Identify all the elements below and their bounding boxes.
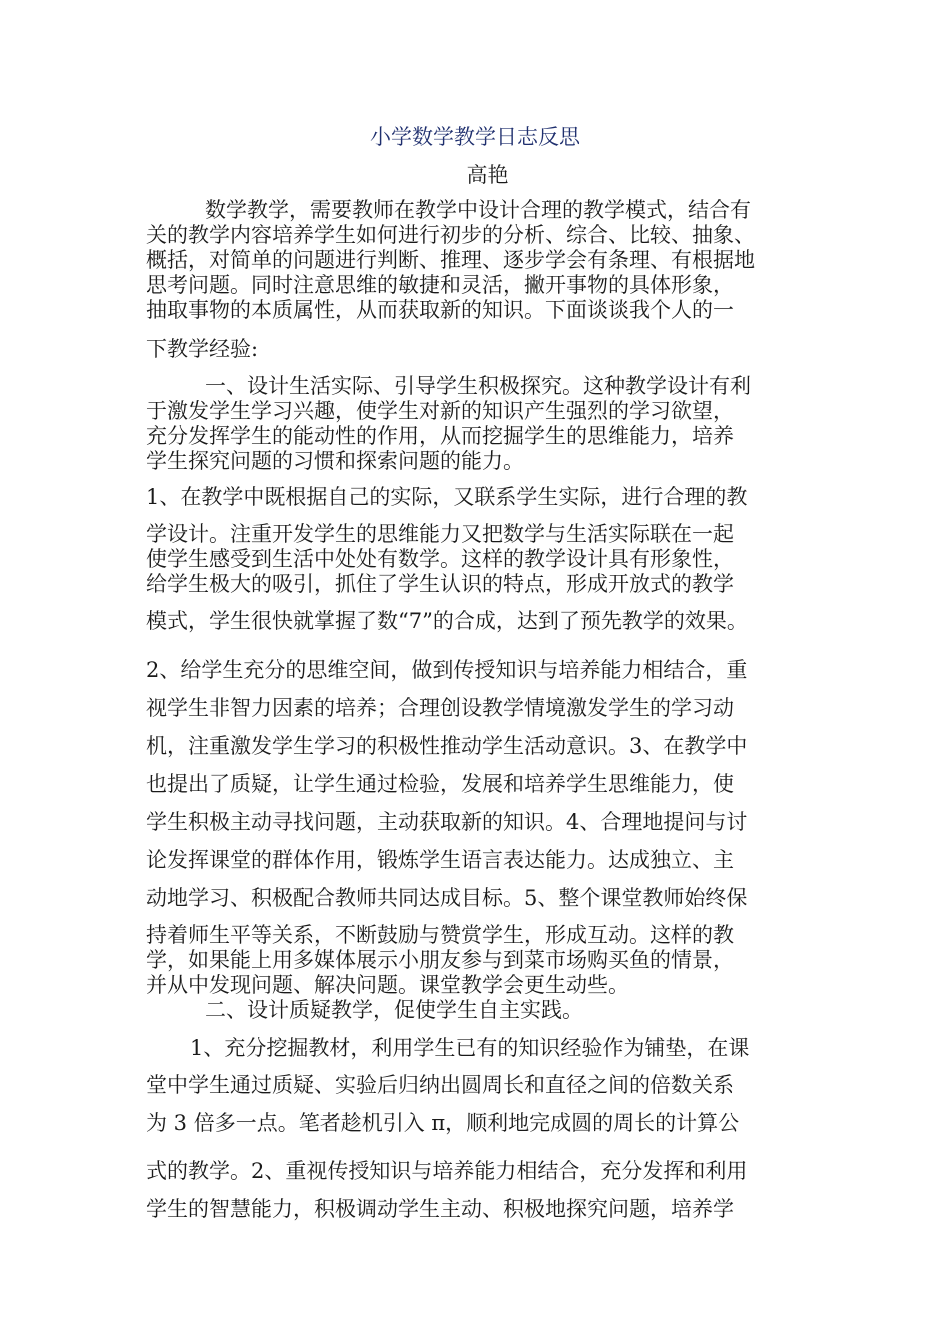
paragraph-line: 学生的智慧能力，积极调动学生主动、积极地探究问题，培养学 <box>146 1197 734 1221</box>
paragraph-line: 抽取事物的本质属性，从而获取新的知识。下面谈谈我个人的一 <box>146 298 734 322</box>
paragraph-line: 论发挥课堂的群体作用，锻炼学生语言表达能力。达成独立、主 <box>146 848 734 872</box>
paragraph-line: 关的教学内容培养学生如何进行初步的分析、综合、比较、抽象、 <box>146 223 755 247</box>
paragraph-line: 为 3 倍多一点。笔者趁机引入 π，顺利地完成圆的周长的计算公 <box>146 1111 740 1135</box>
paragraph-line: 思考问题。同时注意思维的敏捷和灵活，撇开事物的具体形象， <box>146 273 734 297</box>
paragraph-line: 1、充分挖掘教材，利用学生已有的知识经验作为铺垫，在课 <box>190 1036 750 1060</box>
paragraph-line: 使学生感受到生活中处处有数学。这样的教学设计具有形象性， <box>146 547 734 571</box>
paragraph-line: 1、在教学中既根据自己的实际，又联系学生实际，进行合理的教 <box>146 485 748 509</box>
paragraph-line: 二、设计质疑教学，促使学生自主实践。 <box>205 998 583 1022</box>
paragraph-line: 机，注重激发学生学习的积极性推动学生活动意识。3、在教学中 <box>146 734 748 758</box>
paragraph-line: 也提出了质疑，让学生通过检验，发展和培养学生思维能力，使 <box>146 772 734 796</box>
paragraph-line: 学生探究问题的习惯和探索问题的能力。 <box>146 449 524 473</box>
paragraph-line: 持着师生平等关系，不断鼓励与赞赏学生，形成互动。这样的教 <box>146 923 734 947</box>
paragraph-line: 概括，对简单的问题进行判断、推理、逐步学会有条理、有根据地 <box>146 248 755 272</box>
paragraph-line: 模式，学生很快就掌握了数“7”的合成，达到了预先教学的效果。 <box>146 609 748 633</box>
paragraph-line: 式的教学。2、重视传授知识与培养能力相结合，充分发挥和利用 <box>146 1159 748 1183</box>
document-author: 高艳 <box>466 163 509 187</box>
paragraph-line: 学设计。注重开发学生的思维能力又把数学与生活实际联在一起 <box>146 522 734 546</box>
paragraph-line: 学生积极主动寻找问题，主动获取新的知识。4、合理地提问与讨 <box>146 810 748 834</box>
paragraph-line: 2、给学生充分的思维空间，做到传授知识与培养能力相结合，重 <box>146 658 748 682</box>
paragraph-line: 下教学经验: <box>146 337 259 361</box>
paragraph-line: 给学生极大的吸引，抓住了学生认识的特点，形成开放式的教学 <box>146 572 734 596</box>
paragraph-line: 一、设计生活实际、引导学生积极探究。这种教学设计有利 <box>205 374 751 398</box>
paragraph-line: 数学教学，需要教师在教学中设计合理的教学模式，结合有 <box>205 198 751 222</box>
document-title: 小学数学教学日志反思 <box>370 125 580 149</box>
paragraph-line: 动地学习、积极配合教师共同达成目标。5、整个课堂教师始终保 <box>146 886 748 910</box>
paragraph-line: 于激发学生学习兴趣，使学生对新的知识产生强烈的学习欲望， <box>146 399 734 423</box>
paragraph-line: 学，如果能上用多媒体展示小朋友参与到菜市场购买鱼的情景， <box>146 948 734 972</box>
paragraph-line: 堂中学生通过质疑、实验后归纳出圆周长和直径之间的倍数关系 <box>146 1073 734 1097</box>
paragraph-line: 充分发挥学生的能动性的作用，从而挖掘学生的思维能力，培养 <box>146 424 734 448</box>
paragraph-line: 视学生非智力因素的培养；合理创设教学情境激发学生的学习动 <box>146 696 734 720</box>
paragraph-line: 并从中发现问题、解决问题。课堂教学会更生动些。 <box>146 973 629 997</box>
